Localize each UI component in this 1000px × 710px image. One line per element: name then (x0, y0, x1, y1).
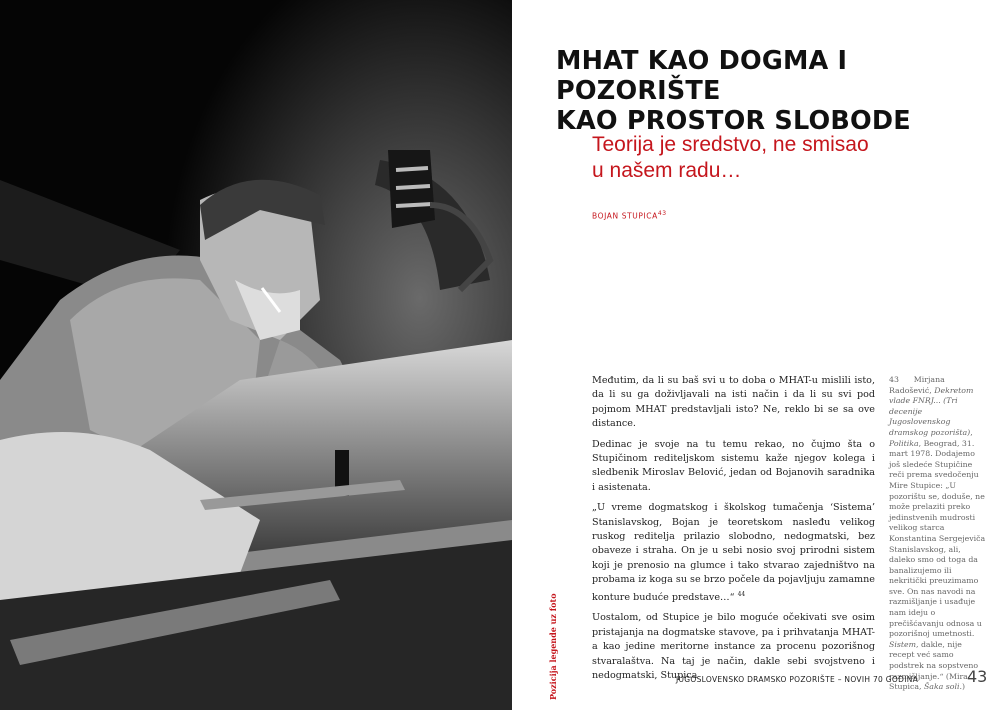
footnote-text-3: , Beograd, 31. mart 1978. Dodajemo još sledeće Stupičine reči prema svedočenju Mire Stupice: „U pozorištu se, doduše, ne može prelaziti preko jedinstvenih mudrosti velikog starca Konstantina Sergejeviča Stanislavskog, ali, daleko smo od toga da banalizujemo ili nekritički preuzimamo sve. On nas navodi na razmišljanje i usađuje nam ideju o prečišćavanju odnosa u pozorišnoj umetnosti. (889, 438, 986, 639)
page-number: 43 (967, 667, 988, 686)
subtitle-line-2: u našem radu… (592, 159, 742, 182)
footnote-text-1: Mirjana Radošević, (889, 375, 945, 395)
article-body (592, 374, 875, 689)
footnote-text-4: , dakle, nije recept već samo podstrek na sopstveno razmišljanje.“ (Mira Stupica, (889, 639, 979, 692)
author-name: BOJAN STUPICA (592, 211, 658, 221)
running-footer: JUGOSLOVENSKO DRAMSKO POZORIŠTE – NOVIH 70 GODINA (676, 675, 919, 684)
footnote-text-5: .) (959, 682, 966, 692)
paragraph-2: Dedinac je svoje na tu temu rekao, no čujmo šta o Stupičinom rediteljskom sistemu kaže njegov kolega i sledbenik Miroslav Belović, jedan od Bojanovih saradnika i asistenata. (592, 438, 875, 493)
subtitle-line-1: Teorija je sredstvo, ne smisao (592, 133, 869, 156)
author-footnote-ref: 43 (657, 210, 667, 217)
paragraph-1: Međutim, da li su baš svi u to doba o MHAT-u mislili isto, da li su ga doživljavali na isti način i da li su svi pod pojmom MHAT predstavljali isto? Ne, reklo bi se sa ove distance. (592, 375, 875, 430)
photo-caption (548, 540, 560, 700)
title-line-1: MHAT KAO DOGMA I POZORIŠTE (556, 46, 848, 106)
paragraph-3-text: „U vreme dogmatskog i školskog tumačenja ‘Sistema’ Stanislavskog, Bojan je teoretskom nasleđu velikog ruskog reditelja prilazio slobodno, nedogmatski, bez obaveze i straha. On je u sebi nosio svoj prirodni sistem koji je prenosio na glumce i tako stvarao zajedništvo na probama iz koga su se brzo počele da pojavljuju zamamne konture buduće predstave…“ (592, 502, 875, 603)
footnote-italic-4: Šaka soli (923, 682, 960, 692)
author-byline (592, 210, 667, 221)
footnote-italic-2: Politika (889, 438, 919, 448)
article-subtitle (592, 132, 892, 184)
paragraph-4: Uostalom, od Stupice je bilo moguće očekivati sve osim pristajanja na dogmatske stavove, pa i prihvatanja MHAT-a kao jedine meritorne instance za procenu pozorišnog stvaralaštva. Na taj je način, dakle sebi svojstveno i nedogmatski, Stupica (592, 612, 875, 681)
article-title (556, 46, 976, 136)
title-line-2: KAO PROSTOR SLOBODE (556, 106, 911, 136)
footnote-number: 43 (889, 375, 899, 384)
footnote-text-2: , (970, 427, 973, 437)
footnote-43 (889, 375, 986, 693)
quote-footnote-ref: 44 (737, 590, 746, 598)
paragraph-3 (592, 501, 875, 605)
footnote-italic-1: Dekretom vlade FNRJ... (Tri decenije Jugoslovenskog dramskog pozorišta) (889, 385, 974, 437)
footnote-italic-3: Sistem (889, 639, 916, 649)
photo-caption-text: Pozicija legende uz foto (548, 593, 558, 700)
